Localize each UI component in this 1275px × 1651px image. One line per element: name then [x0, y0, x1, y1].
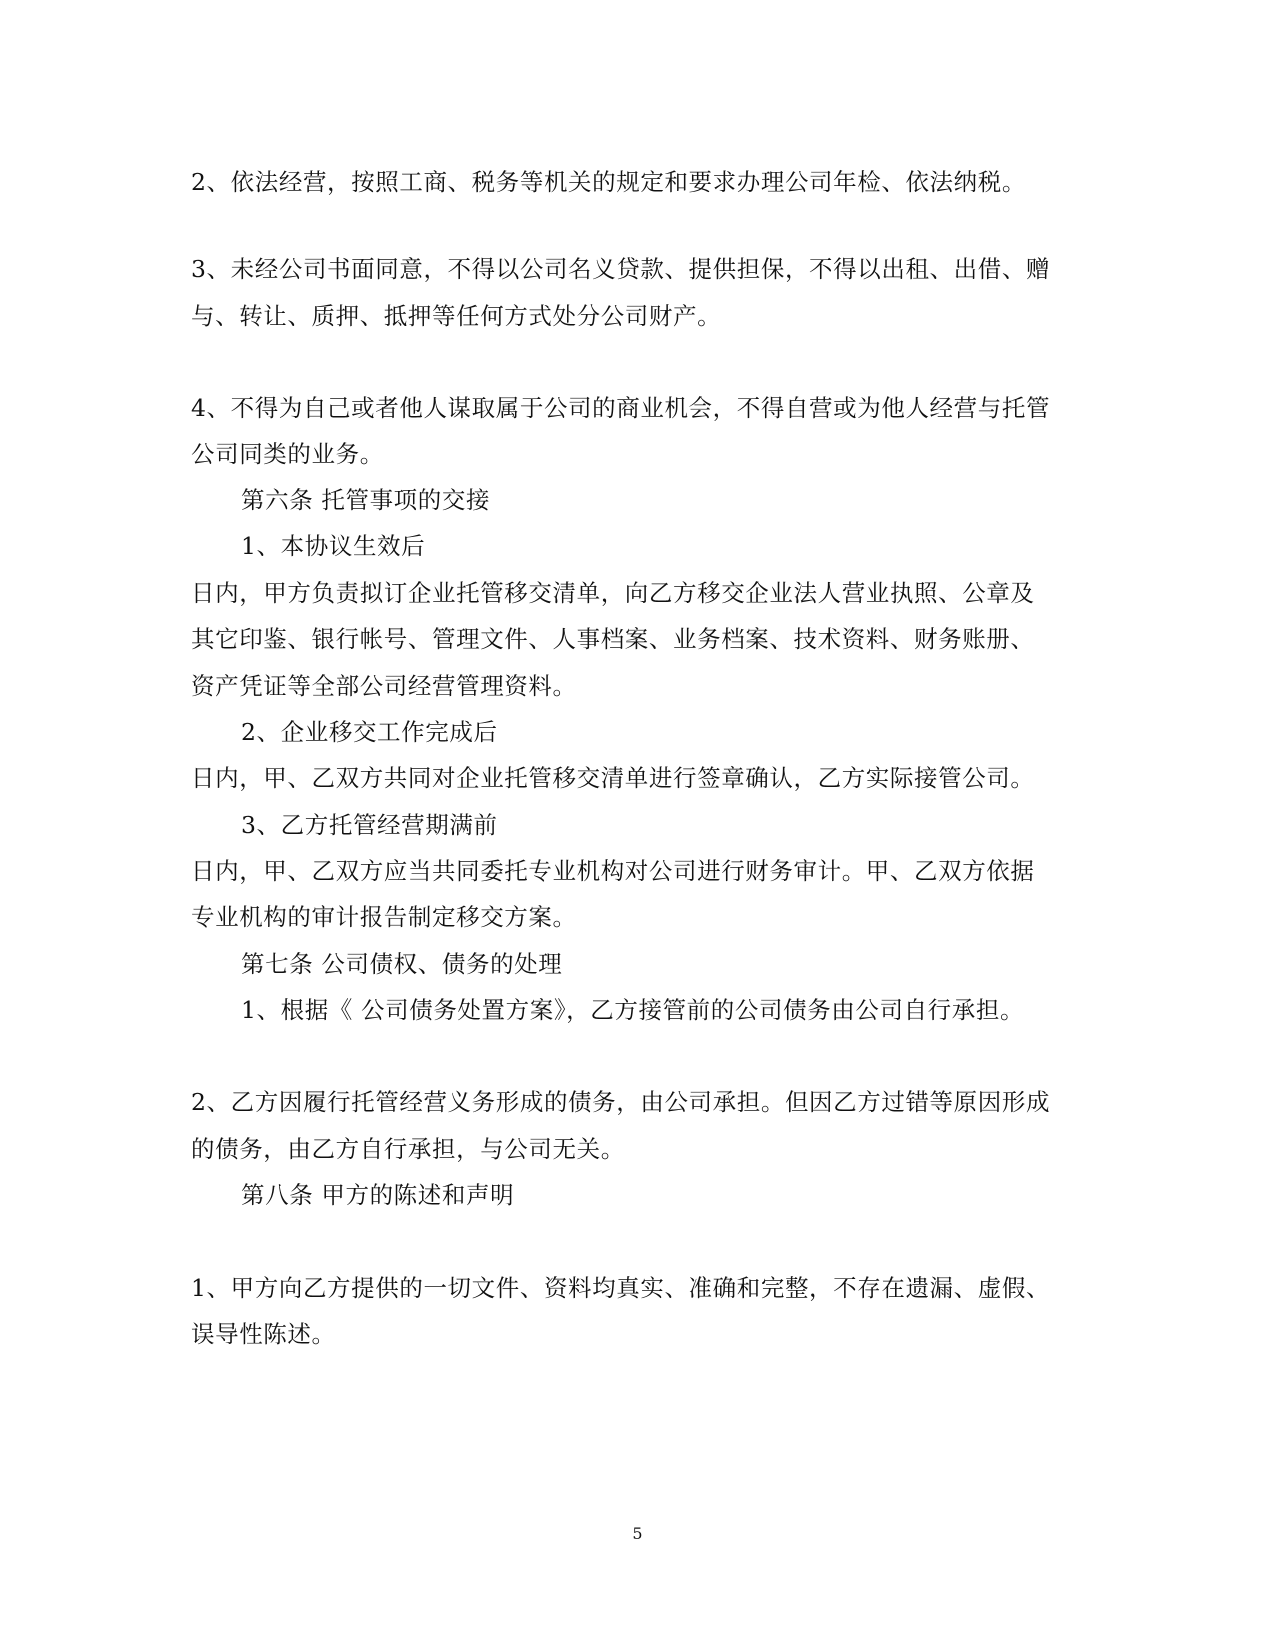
text-line: 4、不得为自己或者他人谋取属于公司的商业机会，不得自营或为他人经营与托管	[191, 394, 1051, 422]
text-line: 与、转让、质押、抵押等任何方式处分公司财产。	[191, 302, 722, 330]
text-line: 1、甲方向乙方提供的一切文件、资料均真实、准确和完整，不存在遗漏、虚假、	[191, 1274, 1051, 1302]
text-line: 3、未经公司书面同意，不得以公司名义贷款、提供担保，不得以出租、出借、赠	[191, 255, 1051, 283]
text-line: 误导性陈述。	[191, 1320, 336, 1348]
text-line: 1、根据《 公司债务处置方案》，乙方接管前的公司债务由公司自行承担。	[241, 996, 1025, 1024]
text-line: 日内，甲方负责拟订企业托管移交清单，向乙方移交企业法人营业执照、公章及	[191, 579, 1035, 607]
page-number: 5	[632, 1524, 643, 1543]
text-line: 2、企业移交工作完成后	[241, 718, 498, 746]
section-heading: 第八条 甲方的陈述和声明	[241, 1181, 515, 1209]
text-line: 2、依法经营，按照工商、税务等机关的规定和要求办理公司年检、依法纳税。	[191, 168, 1026, 196]
section-heading: 第七条 公司债权、债务的处理	[241, 950, 563, 978]
text-line: 日内，甲、乙双方共同对企业托管移交清单进行签章确认，乙方实际接管公司。	[191, 764, 1035, 792]
section-heading: 第六条 托管事项的交接	[241, 486, 491, 514]
text-line: 其它印鉴、银行帐号、管理文件、人事档案、业务档案、技术资料、财务账册、	[191, 625, 1035, 653]
text-line: 公司同类的业务。	[191, 440, 384, 468]
text-line: 专业机构的审计报告制定移交方案。	[191, 903, 577, 931]
text-line: 1、本协议生效后	[241, 532, 426, 560]
text-line: 日内，甲、乙双方应当共同委托专业机构对公司进行财务审计。甲、乙双方依据	[191, 857, 1035, 885]
text-line: 3、乙方托管经营期满前	[241, 811, 498, 839]
text-line: 2、乙方因履行托管经营义务形成的债务，由公司承担。但因乙方过错等原因形成	[191, 1088, 1051, 1116]
text-line: 资产凭证等全部公司经营管理资料。	[191, 672, 577, 700]
text-line: 的债务，由乙方自行承担，与公司无关。	[191, 1135, 625, 1163]
